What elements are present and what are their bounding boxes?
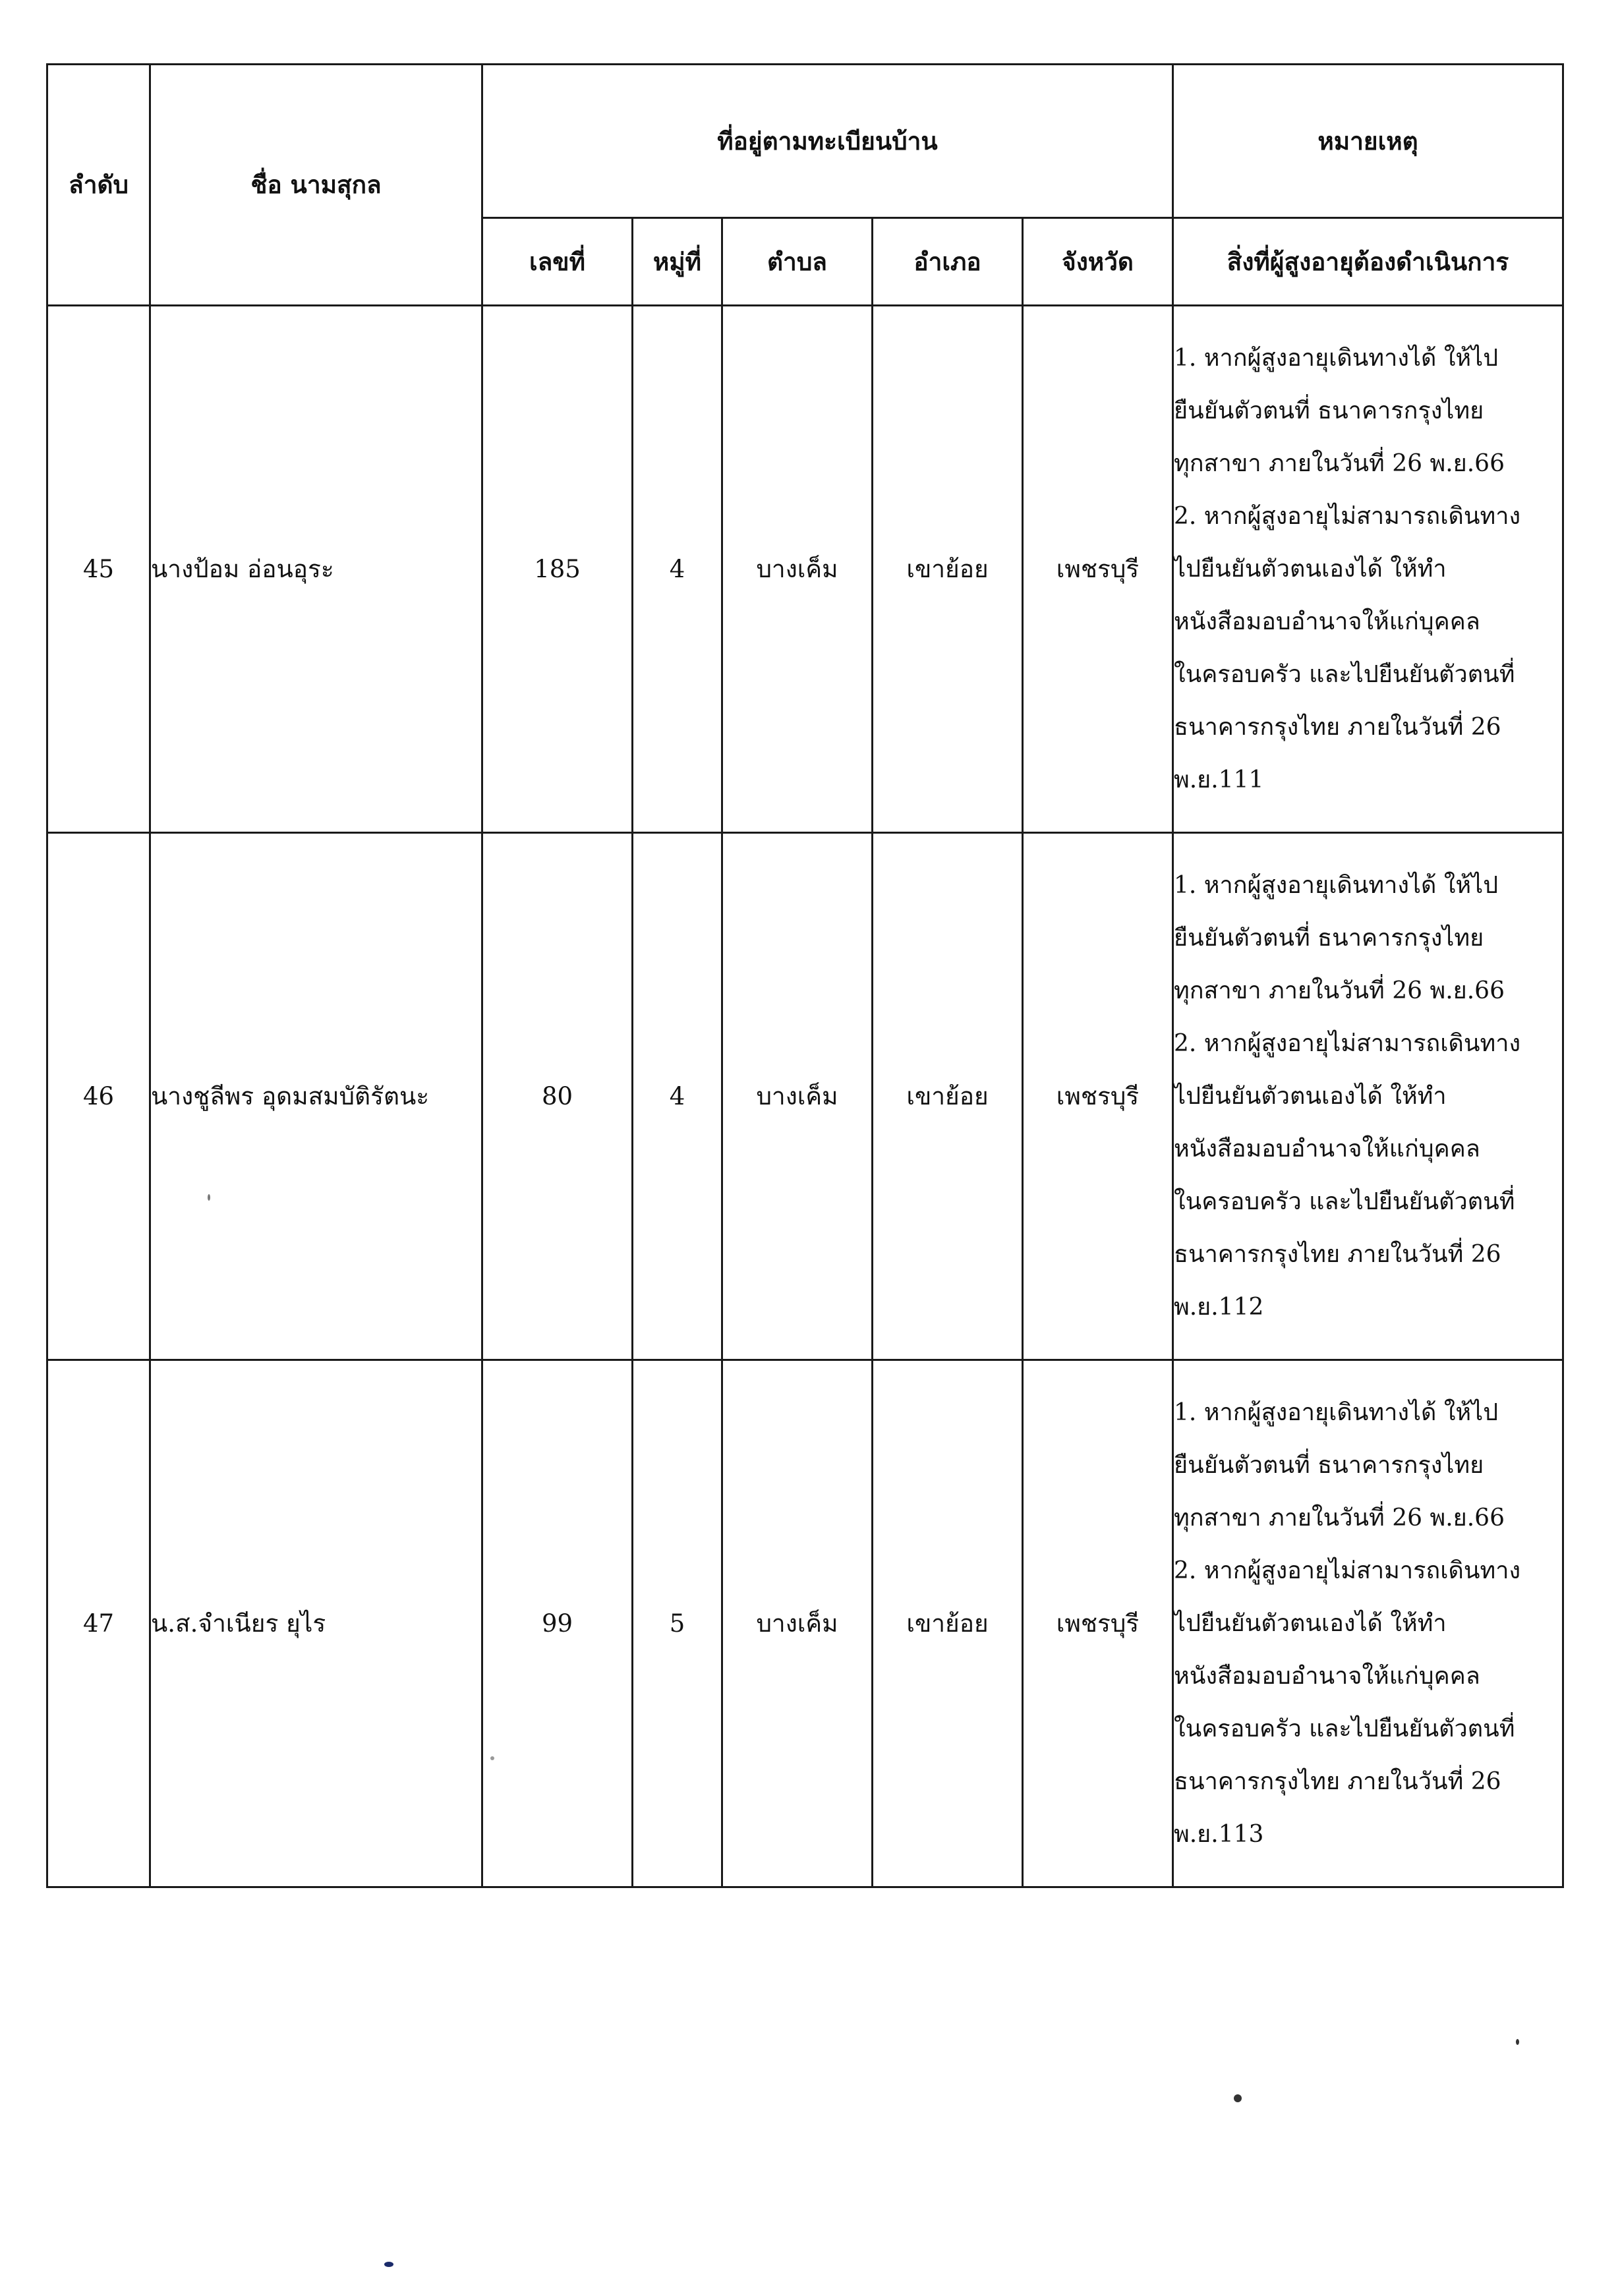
- note-line: 1. หากผู้สูงอายุเดินทางได้ ให้ไป: [1174, 871, 1499, 899]
- note-line: พ.ย.112: [1174, 1293, 1264, 1321]
- cell-tambon: บางเค็ม: [722, 833, 873, 1360]
- header-moo: หมู่ที่: [633, 218, 722, 306]
- cell-province: เพชรบุรี: [1023, 1360, 1173, 1887]
- cell-house-no: 99: [482, 1360, 633, 1887]
- note-line: ธนาคารกรุงไทย ภายในวันที่ 26: [1174, 1767, 1501, 1795]
- note-line: 1. หากผู้สูงอายุเดินทางได้ ให้ไป: [1174, 1398, 1499, 1426]
- cell-tambon: บางเค็ม: [722, 1360, 873, 1887]
- cell-amphoe: เขาย้อย: [873, 306, 1023, 833]
- elderly-roster-table: [46, 63, 1564, 1888]
- cell-note: [1173, 306, 1563, 833]
- scan-speck: [208, 1194, 210, 1201]
- cell-note: [1173, 833, 1563, 1360]
- note-line: ยืนยันตัวตนที่ ธนาคารกรุงไทย: [1174, 1451, 1484, 1479]
- note-line: ธนาคารกรุงไทย ภายในวันที่ 26: [1174, 1240, 1501, 1268]
- cell-no: 45: [47, 306, 150, 833]
- table-row: [47, 833, 1563, 1360]
- note-line: 1. หากผู้สูงอายุเดินทางได้ ให้ไป: [1174, 344, 1499, 372]
- note-line: ไปยืนยันตัวตนเองได้ ให้ทำ: [1174, 1609, 1447, 1637]
- note-line: ไปยืนยันตัวตนเองได้ ให้ทำ: [1174, 555, 1447, 583]
- cell-amphoe: เขาย้อย: [873, 833, 1023, 1360]
- scan-speck: [1516, 2039, 1519, 2045]
- cell-house-no: 80: [482, 833, 633, 1360]
- header-house-no: เลขที่: [482, 218, 633, 306]
- cell-moo: 5: [633, 1360, 722, 1887]
- note-line: 2. หากผู้สูงอายุไม่สามารถเดินทาง: [1174, 502, 1521, 530]
- table-row: [47, 1360, 1563, 1887]
- header-province: จังหวัด: [1023, 218, 1173, 306]
- note-line: หนังสือมอบอำนาจให้แก่บุคคล: [1174, 1662, 1480, 1690]
- note-line: ในครอบครัว และไปยืนยันตัวตนที่: [1174, 1715, 1515, 1742]
- note-line: 2. หากผู้สูงอายุไม่สามารถเดินทาง: [1174, 1029, 1521, 1057]
- header-tambon: ตำบล: [722, 218, 873, 306]
- note-line: ทุกสาขา ภายในวันที่ 26 พ.ย.66: [1174, 1504, 1505, 1532]
- note-line: ทุกสาขา ภายในวันที่ 26 พ.ย.66: [1174, 977, 1505, 1004]
- note-line: ไปยืนยันตัวตนเองได้ ให้ทำ: [1174, 1082, 1447, 1110]
- note-line: พ.ย.113: [1174, 1820, 1264, 1848]
- header-name: ชื่อ นามสุกล: [150, 65, 482, 306]
- cell-note: [1173, 1360, 1563, 1887]
- scan-speck: [384, 2262, 393, 2267]
- note-line: ยืนยันตัวตนที่ ธนาคารกรุงไทย: [1174, 924, 1484, 952]
- cell-amphoe: เขาย้อย: [873, 1360, 1023, 1887]
- cell-name: นางชูลีพร อุดมสมบัติรัตนะ: [150, 833, 482, 1360]
- cell-house-no: 185: [482, 306, 633, 833]
- header-row-top: [47, 65, 1563, 218]
- note-line: หนังสือมอบอำนาจให้แก่บุคคล: [1174, 1135, 1480, 1162]
- note-line: หนังสือมอบอำนาจให้แก่บุคคล: [1174, 608, 1480, 635]
- table-row: [47, 306, 1563, 833]
- header-amphoe: อำเภอ: [873, 218, 1023, 306]
- cell-no: 46: [47, 833, 150, 1360]
- note-line: 2. หากผู้สูงอายุไม่สามารถเดินทาง: [1174, 1557, 1521, 1584]
- note-line: ในครอบครัว และไปยืนยันตัวตนที่: [1174, 660, 1515, 688]
- cell-province: เพชรบุรี: [1023, 306, 1173, 833]
- scan-speck: [1234, 2094, 1242, 2102]
- scan-speck: [490, 1756, 494, 1760]
- header-action: สิ่งที่ผู้สูงอายุต้องดำเนินการ: [1173, 218, 1563, 306]
- note-line: ยืนยันตัวตนที่ ธนาคารกรุงไทย: [1174, 397, 1484, 424]
- header-remark-group: หมายเหตุ: [1173, 65, 1563, 218]
- cell-tambon: บางเค็ม: [722, 306, 873, 833]
- header-address-group: ที่อยู่ตามทะเบียนบ้าน: [482, 65, 1173, 218]
- cell-name: น.ส.จำเนียร ยุไร: [150, 1360, 482, 1887]
- note-line: ในครอบครัว และไปยืนยันตัวตนที่: [1174, 1188, 1515, 1215]
- cell-moo: 4: [633, 306, 722, 833]
- cell-moo: 4: [633, 833, 722, 1360]
- note-line: ธนาคารกรุงไทย ภายในวันที่ 26: [1174, 713, 1501, 741]
- note-line: ทุกสาขา ภายในวันที่ 26 พ.ย.66: [1174, 449, 1505, 477]
- cell-name: นางป้อม อ่อนอุระ: [150, 306, 482, 833]
- note-line: พ.ย.111: [1174, 766, 1264, 793]
- cell-no: 47: [47, 1360, 150, 1887]
- cell-province: เพชรบุรี: [1023, 833, 1173, 1360]
- header-no: ลำดับ: [47, 65, 150, 306]
